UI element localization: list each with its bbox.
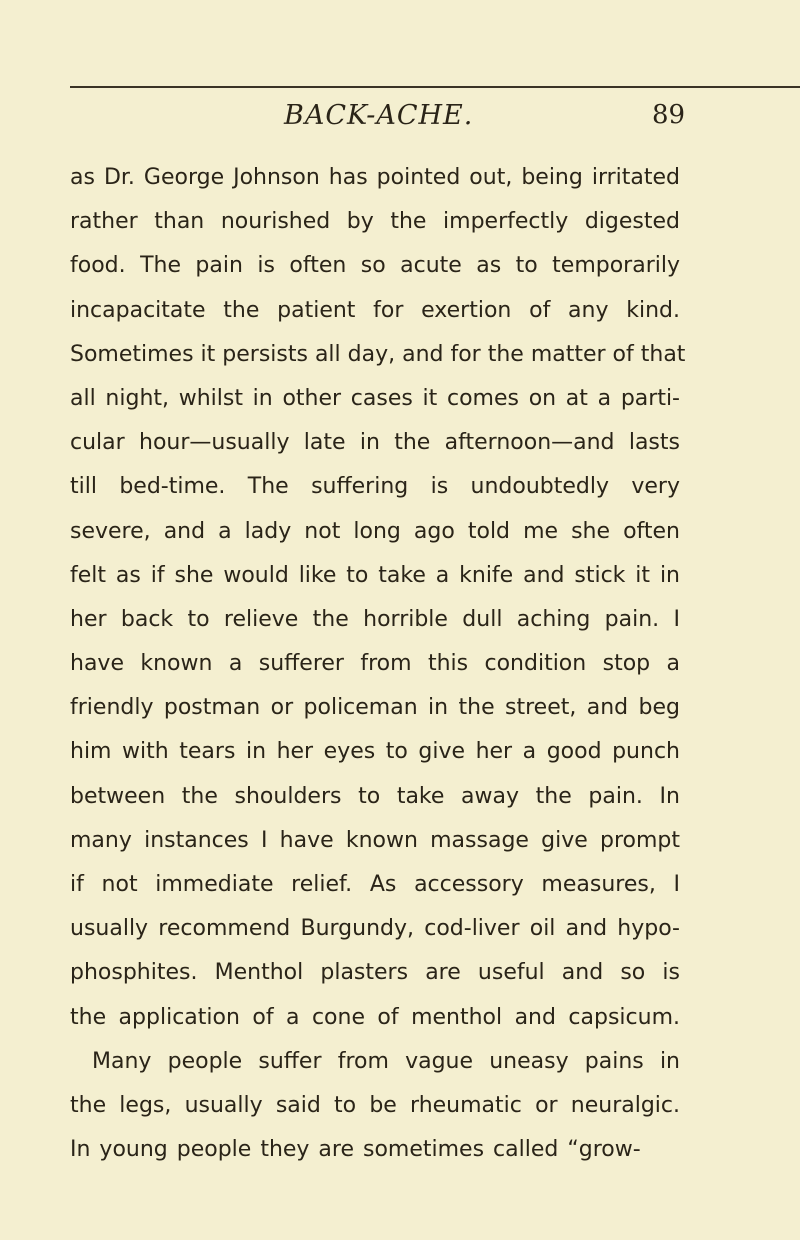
- page-number: 89: [652, 100, 686, 130]
- text-line: the legs, usually said to be rheumatic or neuralgic.: [70, 1092, 680, 1118]
- text-line: cular hour—usually late in the afternoon—and lasts: [70, 430, 680, 456]
- text-line: have known a sufferer from this condition stop a: [70, 651, 680, 677]
- text-line: as Dr. George Johnson has pointed out, being irritated: [70, 165, 680, 190]
- body-text: [70, 156, 686, 1172]
- text-line: In young people they are sometimes called “grow-: [70, 1137, 641, 1163]
- text-line: her back to relieve the horrible dull aching pain. I: [70, 606, 680, 632]
- text-line: all night, whilst in other cases it comes on at a parti-: [70, 385, 680, 411]
- text-line: rather than nourished by the imperfectly digested: [70, 209, 680, 235]
- text-line: severe, and a lady not long ago told me she often: [70, 518, 680, 544]
- text-line: friendly postman or policeman in the street, and beg: [70, 695, 680, 721]
- text-line: him with tears in her eyes to give her a good punch: [70, 739, 680, 765]
- text-line: felt as if she would like to take a knife and stick it in: [70, 562, 680, 588]
- text-line: the application of a cone of menthol and capsicum.: [70, 1004, 680, 1030]
- text-line: if not immediate relief. As accessory measures, I: [70, 872, 680, 897]
- header-rule: [70, 86, 800, 88]
- running-head: [70, 100, 686, 140]
- text-line: food. The pain is often so acute as to temporarily: [70, 253, 680, 279]
- text-line: incapacitate the patient for exertion of any kind.: [70, 297, 680, 323]
- text-line: between the shoulders to take away the pain. In: [70, 783, 680, 809]
- text-line: till bed-time. The suffering is undoubtedly very: [70, 474, 680, 500]
- text-line: usually recommend Burgundy, cod-liver oil and hypo-: [70, 916, 680, 942]
- text-line: many instances I have known massage give prompt: [70, 827, 680, 853]
- running-title: BACK-ACHE.: [284, 100, 474, 131]
- text-line: Sometimes it persists all day, and for the matter of that: [70, 341, 686, 367]
- paragraph-start-line: Many people suffer from vague uneasy pains in: [92, 1048, 680, 1074]
- text-line: phosphites. Menthol plasters are useful and so is: [70, 960, 680, 986]
